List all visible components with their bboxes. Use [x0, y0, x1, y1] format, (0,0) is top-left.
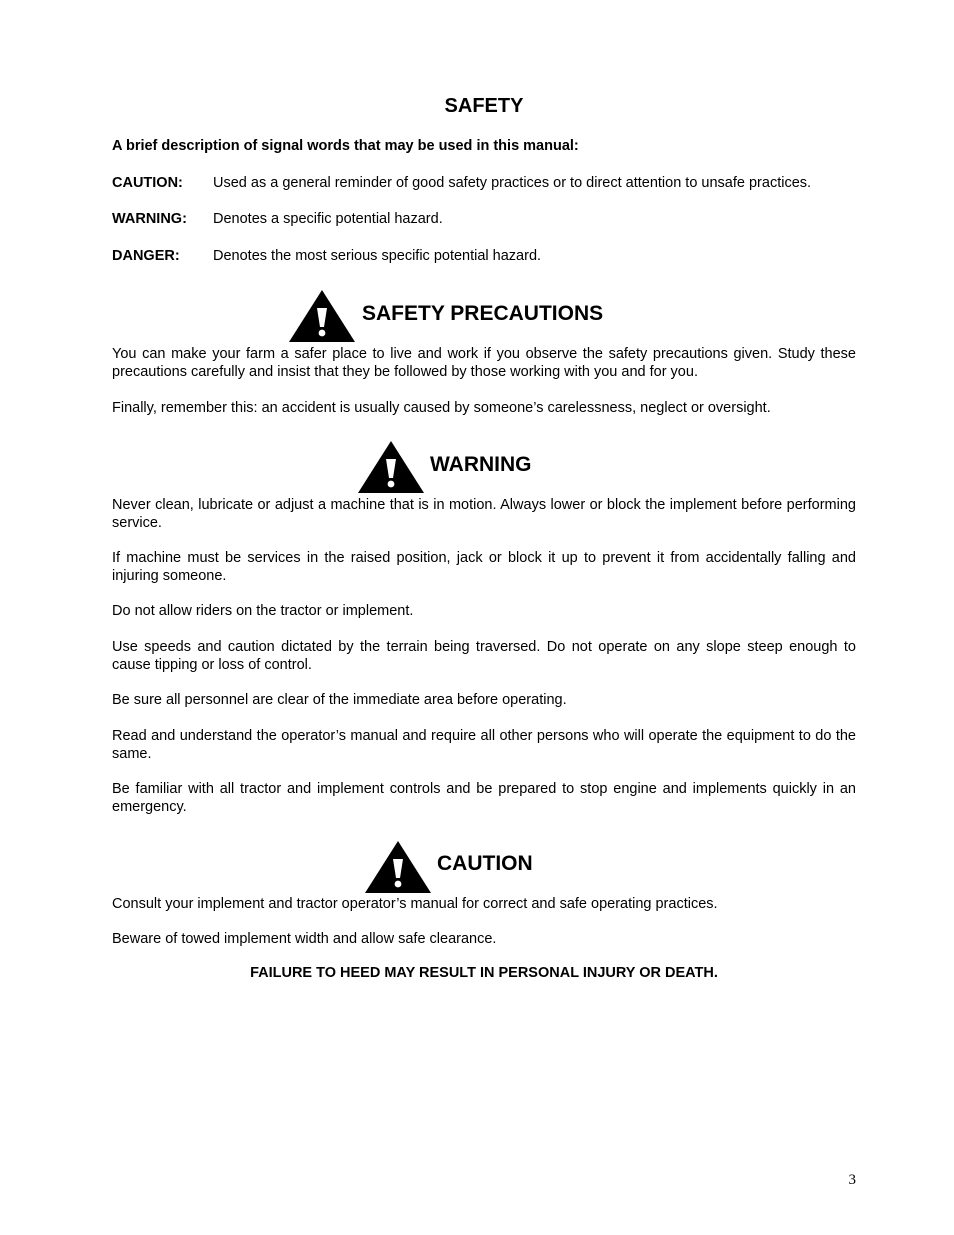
- definition-term: CAUTION:: [112, 175, 183, 191]
- paragraph: Beware of towed implement width and allow safe clearance.: [112, 931, 497, 947]
- page-number: 3: [848, 1172, 856, 1188]
- definition-term: DANGER:: [112, 248, 180, 264]
- page-title: SAFETY: [444, 95, 524, 117]
- paragraph: Never clean, lubricate or adjust a machine that is in motion. Always lower or block the implement before performing service.: [112, 497, 856, 531]
- paragraph: Do not allow riders on the tractor or implement.: [112, 603, 414, 619]
- paragraph: If machine must be services in the raised position, jack or block it up to prevent it from accidentally falling and injuring someone.: [112, 550, 856, 584]
- definition-term: WARNING:: [112, 211, 187, 227]
- warning-triangle-icon: [288, 289, 356, 343]
- warning-heading-row: [112, 440, 856, 494]
- definition-desc: Denotes a specific potential hazard.: [213, 211, 443, 227]
- paragraph: Finally, remember this: an accident is usually caused by someone’s carelessness, neglect or oversight.: [112, 400, 771, 416]
- paragraph: Read and understand the operator’s manual and require all other persons who will operate the equipment to do the same.: [112, 728, 856, 762]
- definition-desc: Used as a general reminder of good safety practices or to direct attention to unsafe practices.: [213, 175, 812, 191]
- warning-triangle-icon: [357, 440, 425, 494]
- safety-precautions-heading-row: [112, 289, 856, 343]
- paragraph: Use speeds and caution dictated by the terrain being traversed. Do not operate on any slope steep enough to cause tipping or loss of control.: [112, 639, 856, 673]
- paragraph: You can make your farm a safer place to live and work if you observe the safety precautions given. Study these precautions carefully and insist that they be followed by those working with you and for you.: [112, 346, 856, 380]
- paragraph: Consult your implement and tractor operator’s manual for correct and safe operating practices.: [112, 896, 718, 912]
- paragraph: Be sure all personnel are clear of the immediate area before operating.: [112, 692, 567, 708]
- paragraph: Be familiar with all tractor and implement controls and be prepared to stop engine and implements quickly in an emergency.: [112, 781, 856, 815]
- warning-heading: WARNING: [430, 453, 532, 476]
- warning-triangle-icon: [364, 840, 432, 894]
- caution-heading: CAUTION: [437, 852, 533, 875]
- safety-precautions-heading: SAFETY PRECAUTIONS: [362, 302, 604, 325]
- definition-desc: Denotes the most serious specific potential hazard.: [213, 248, 542, 264]
- caution-heading-row: [112, 840, 856, 894]
- intro-text: A brief description of signal words that may be used in this manual:: [112, 138, 579, 154]
- final-notice: FAILURE TO HEED MAY RESULT IN PERSONAL INJURY OR DEATH.: [250, 965, 718, 981]
